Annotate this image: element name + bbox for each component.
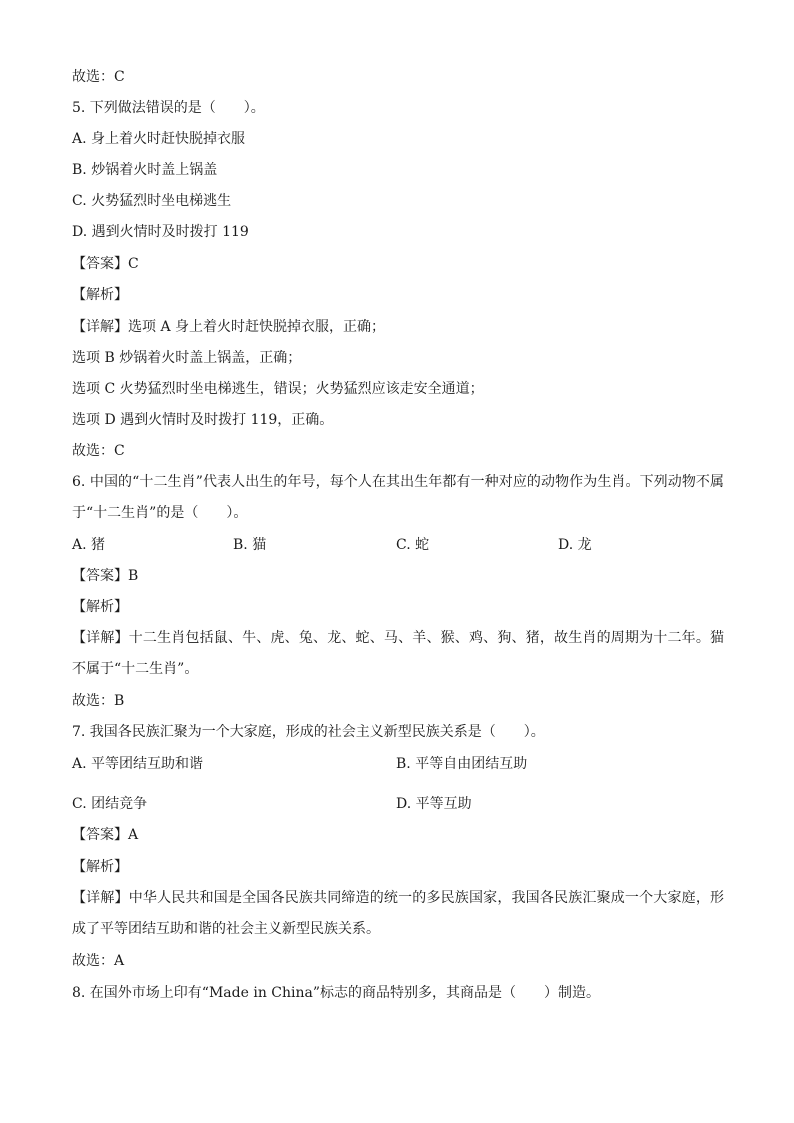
q5-detail-line: 【详解】选项 A 身上着火时赶快脱掉衣服，正确； [72,319,386,335]
q5-stem: 5. 下列做法错误的是（ ）。 [72,100,265,116]
q6-final-answer: 故选：B [72,693,125,709]
q5-final-answer: 故选：C [72,443,125,459]
q7-option-a: A. 平等团结互助和谐 [72,756,204,772]
q8-stem: 8. 在国外市场上印有“Made in China”标志的商品特别多，其商品是（ ）制造。 [72,985,601,1001]
q6-option-c: C. 蛇 [396,537,430,553]
q6-option-d: D. 龙 [558,537,592,553]
q5-detail-line: 选项 D 遇到火情时及时拨打 119，正确。 [72,412,334,428]
q6-detail: 【详解】十二生肖包括鼠、牛、虎、兔、龙、蛇、马、羊、猴、鸡、狗、猪，故生肖的周期为十二年。猫不属于“十二生肖”。 [72,630,724,677]
q6-analysis-label: 【解析】 [72,599,128,615]
q5-option-a: A. 身上着火时赶快脱掉衣服 [72,131,246,147]
q6-answer: 【答案】B [72,568,139,584]
q4-final-answer: 故选：C [72,69,125,85]
q6-stem: 6. 中国的“十二生肖”代表人出生的年号，每个人在其出生年都有一种对应的动物作为生肖。下列动物不属于“十二生肖”的是（ ）。 [72,474,724,521]
q5-option-d: D. 遇到火情时及时拨打 119 [72,224,249,240]
q7-final-answer: 故选：A [72,953,125,969]
q7-option-d: D. 平等互助 [396,796,472,812]
q5-detail-line: 选项 C 火势猛烈时坐电梯逃生，错误；火势猛烈应该走安全通道； [72,381,484,397]
q5-analysis-label: 【解析】 [72,287,128,303]
q7-analysis-label: 【解析】 [72,859,128,875]
q7-answer: 【答案】A [72,827,139,843]
q7-option-b: B. 平等自由团结互助 [396,756,528,772]
q5-detail-line: 选项 B 炒锅着火时盖上锅盖，正确； [72,350,302,366]
q7-option-c: C. 团结竞争 [72,796,148,812]
q5-option-c: C. 火势猛烈时坐电梯逃生 [72,193,232,209]
q6-option-b: B. 猫 [233,537,267,553]
q7-detail: 【详解】中华人民共和国是全国各民族共同缔造的统一的多民族国家，我国各民族汇聚成一个大家庭，形成了平等团结互助和谐的社会主义新型民族关系。 [72,890,724,937]
q7-stem: 7. 我国各民族汇聚为一个大家庭，形成的社会主义新型民族关系是（ ）。 [72,724,545,740]
q5-option-b: B. 炒锅着火时盖上锅盖 [72,162,218,178]
q6-option-a: A. 猪 [72,537,106,553]
q5-answer: 【答案】C [72,256,139,272]
